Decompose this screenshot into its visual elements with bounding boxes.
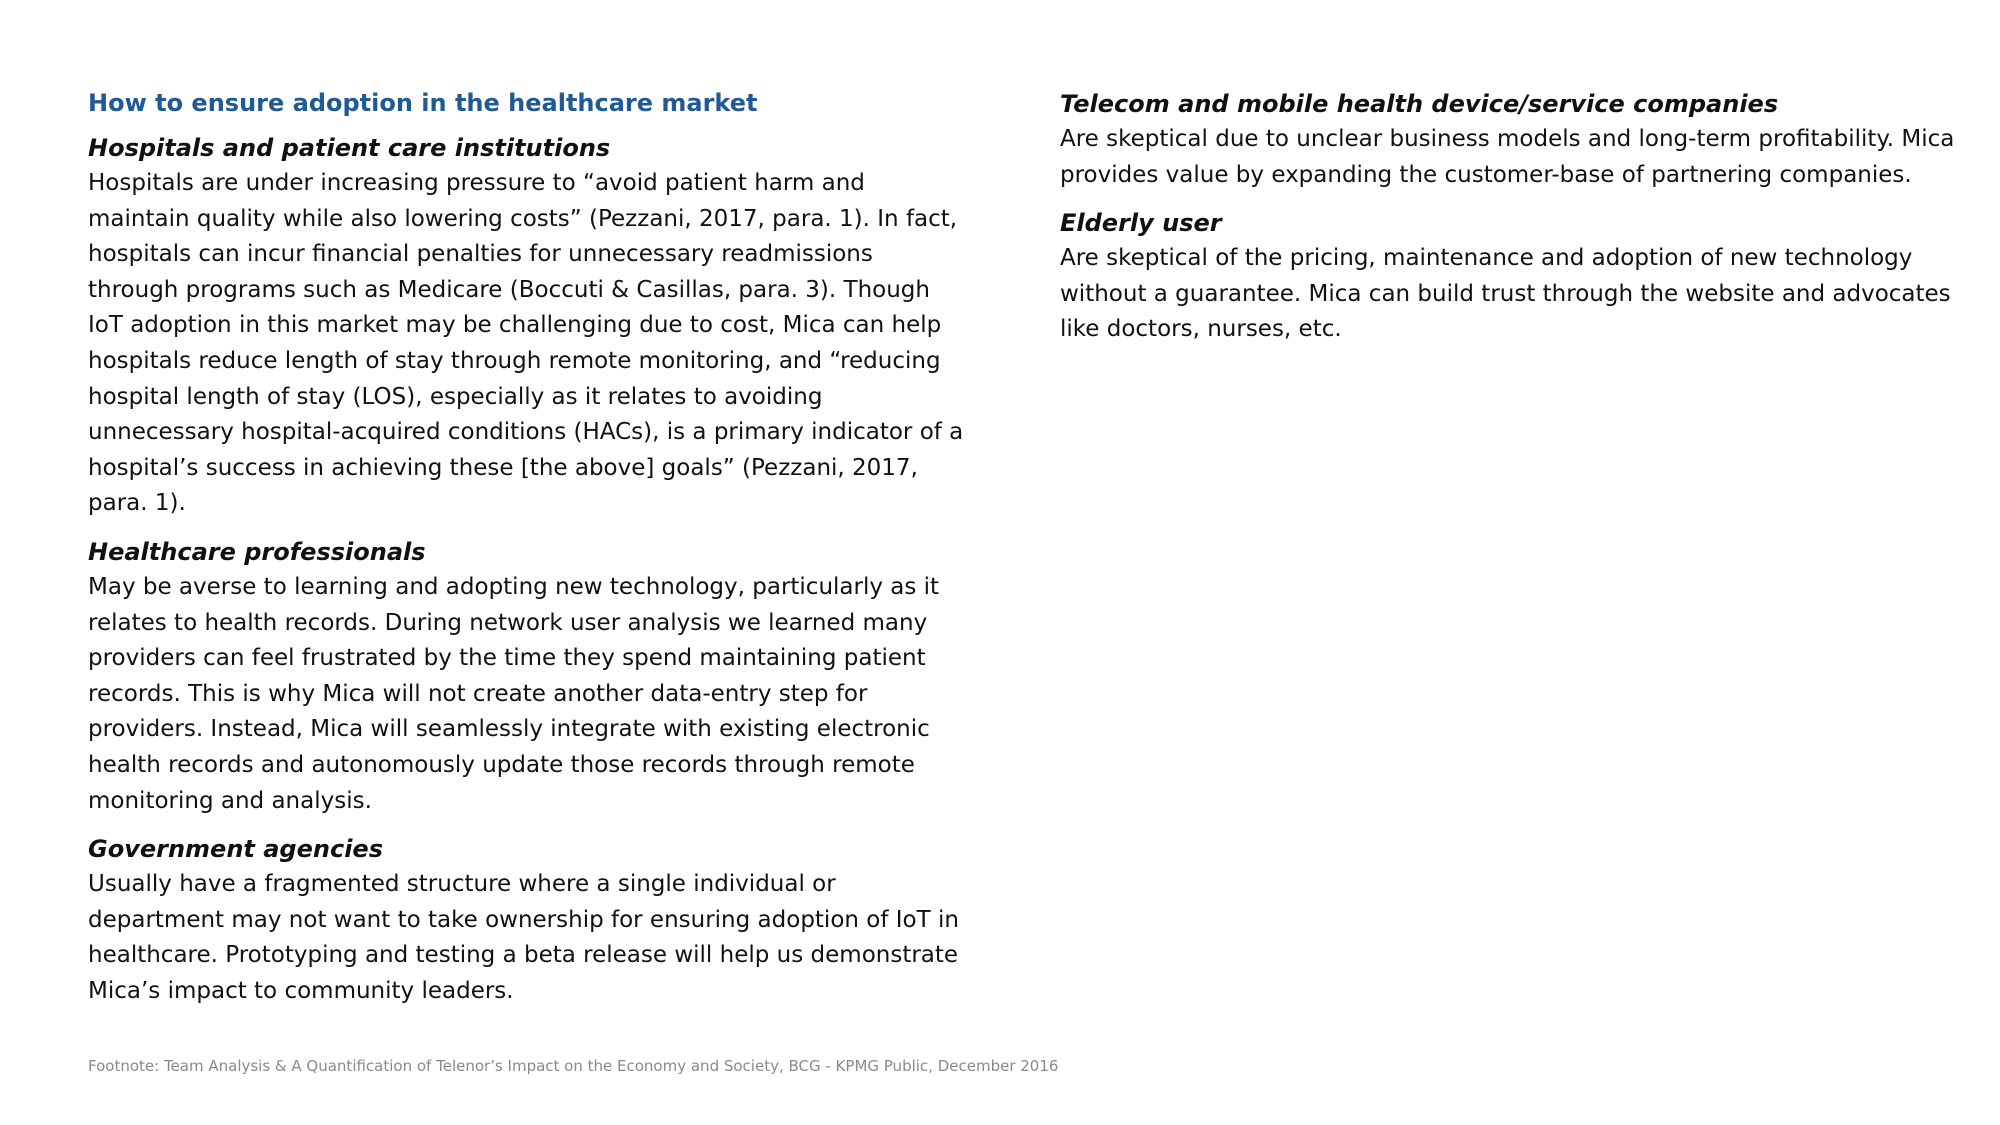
section-elderly-user	[1060, 205, 1960, 348]
section-title: Telecom and mobile health device/service companies	[1060, 90, 1779, 118]
page-heading: How to ensure adoption in the healthcare market	[88, 89, 758, 117]
section-body: Usually have a fragmented structure where a single individual or department may not want to take ownership for ensuring adoption of IoT in healthcare. Prototyping and testing a beta release will help us demonstrate Mica’s impact to community leaders.	[88, 871, 959, 1004]
section-healthcare-professionals	[88, 534, 968, 819]
section-body: May be averse to learning and adopting new technology, particularly as it relates to health records. During network user analysis we learned many providers can feel frustrated by the time they spend maintaining patient records. This is why Mica will not create another data-entry step for providers. Instead, Mica will seamlessly integrate with existing electronic health records and autonomously update those records through remote monitoring and analysis.	[88, 573, 940, 814]
section-title: Elderly user	[1060, 209, 1222, 238]
right-column	[1060, 86, 1960, 360]
left-column	[88, 86, 968, 1021]
section-title: Healthcare professionals	[88, 537, 426, 566]
footnote: Footnote: Team Analysis & A Quantification of Telenor’s Impact on the Economy and Society, BCG - KPMG Public, December 2016	[88, 1057, 1059, 1075]
section-title: Government agencies	[88, 835, 383, 864]
section-body: Are skeptical due to unclear business models and long-term profitability. Mica provides value by expanding the customer-base of partnering companies.	[1060, 126, 1955, 188]
section-telecom-companies	[1060, 86, 1960, 193]
section-body: Are skeptical of the pricing, maintenance and adoption of new technology without a guarantee. Mica can build trust through the website and advocates like doctors, nurses, etc.	[1060, 245, 1951, 343]
section-body: Hospitals are under increasing pressure to “avoid patient harm and maintain quality while also lowering costs” (Pezzani, 2017, para. 1). In fact, hospitals can incur financial penalties for unnecessary readmissions through programs such as Medicare (Boccuti & Casillas, para. 3). Though IoT adoption in this market may be challenging due to cost, Mica can help hospitals reduce length of stay through remote monitoring, and “reducing hospital length of stay (LOS), especially as it relates to avoiding unnecessary hospital-acquired conditions (HACs), is a primary indicator of a hospital’s success in achieving these [the above] goals” (Pezzani, 2017, para. 1).	[88, 170, 964, 517]
section-hospitals	[88, 130, 968, 522]
section-title: Hospitals and patient care institutions	[88, 134, 611, 162]
section-government-agencies	[88, 831, 968, 1009]
